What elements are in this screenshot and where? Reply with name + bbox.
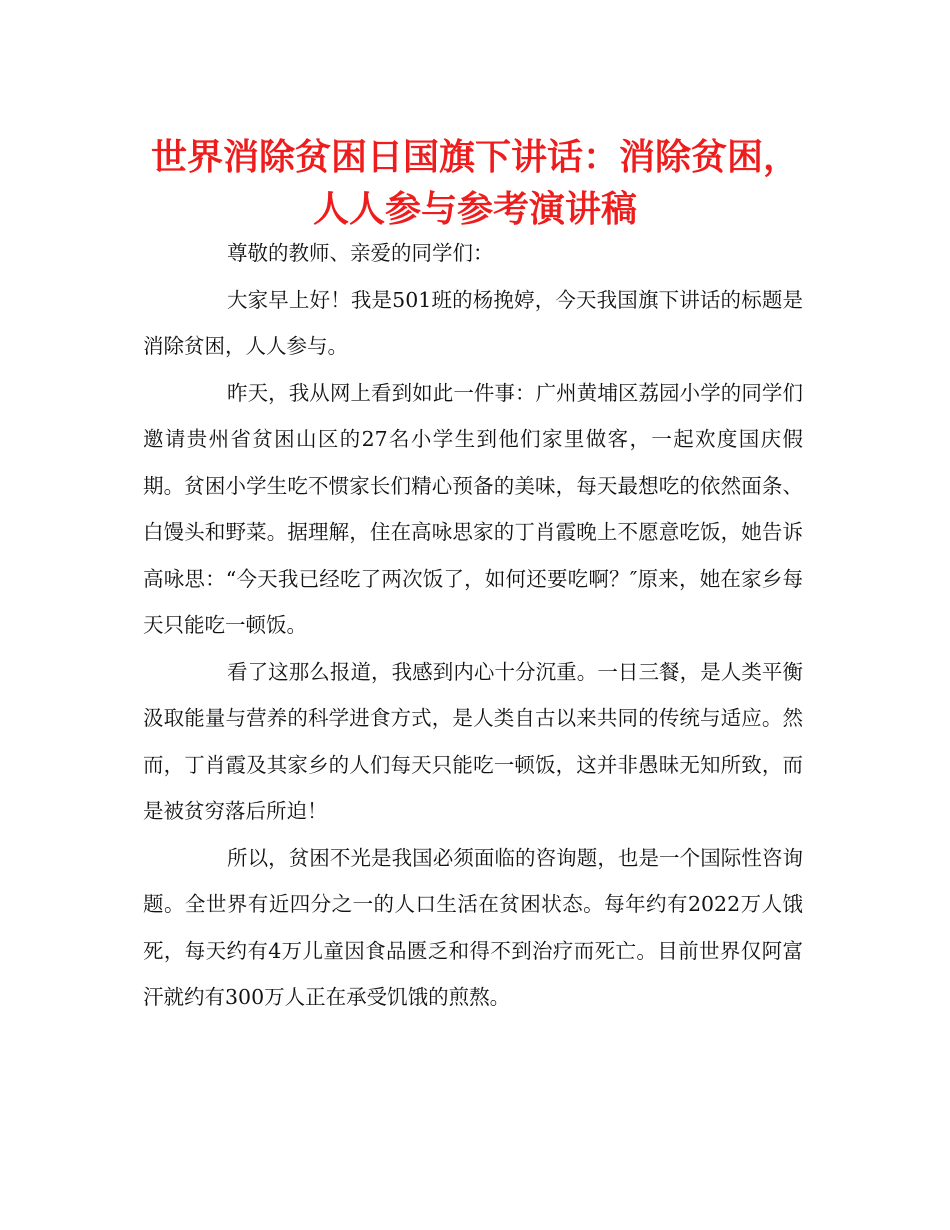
- statistics-paragraph: 所以，贫困不光是我国必须面临的咨询题，也是一个国际性咨询题。全世界有近四分之一的人口生活在贫困状态。每年约有2022万人饿死，每天约有4万儿童因食品匮乏和得不到治疗而死亡。目前世界仅阿富汗就约有300万人正在承受饥饿的煎熬。: [143, 845, 803, 1009]
- story-paragraph: 昨天，我从网上看到如此一件事：广州黄埔区荔园小学的同学们邀请贵州省贫困山区的27名小学生到他们家里做客，一起欢度国庆假期。贫困小学生吃不惯家长们精心预备的美味，每天最想吃的依然面条、白馒头和野菜。据理解，住在高咏思家的丁肖霞晚上不愿意吃饭，她告诉高咏思：“今天我已经吃了两次饭了，如何还要吃啊？″原来，她在家乡每天只能吃一顿饭。: [143, 380, 803, 637]
- reflection-paragraph: 看了这那么报道，我感到内心十分沉重。一日三餐，是人类平衡汲取能量与营养的科学进食方式，是人类自古以来共同的传统与适应。然而，丁肖霞及其家乡的人们每天只能吃一顿饭，这并非愚昧无知所致，而是被贫穷落后所迫！: [143, 659, 803, 823]
- title-line-2: 人人参与参考演讲稿: [312, 189, 637, 230]
- title-line-1: 世界消除贫困日国旗下讲话：消除贫困，: [150, 137, 799, 178]
- greeting-paragraph: 大家早上好！我是501班的杨挽婷，今天我国旗下讲话的标题是消除贫困，人人参与。: [143, 287, 803, 358]
- document-body: [143, 230, 803, 1021]
- document-title: [120, 132, 830, 236]
- salutation-paragraph: 尊敬的教师、亲爱的同学们：: [227, 241, 494, 265]
